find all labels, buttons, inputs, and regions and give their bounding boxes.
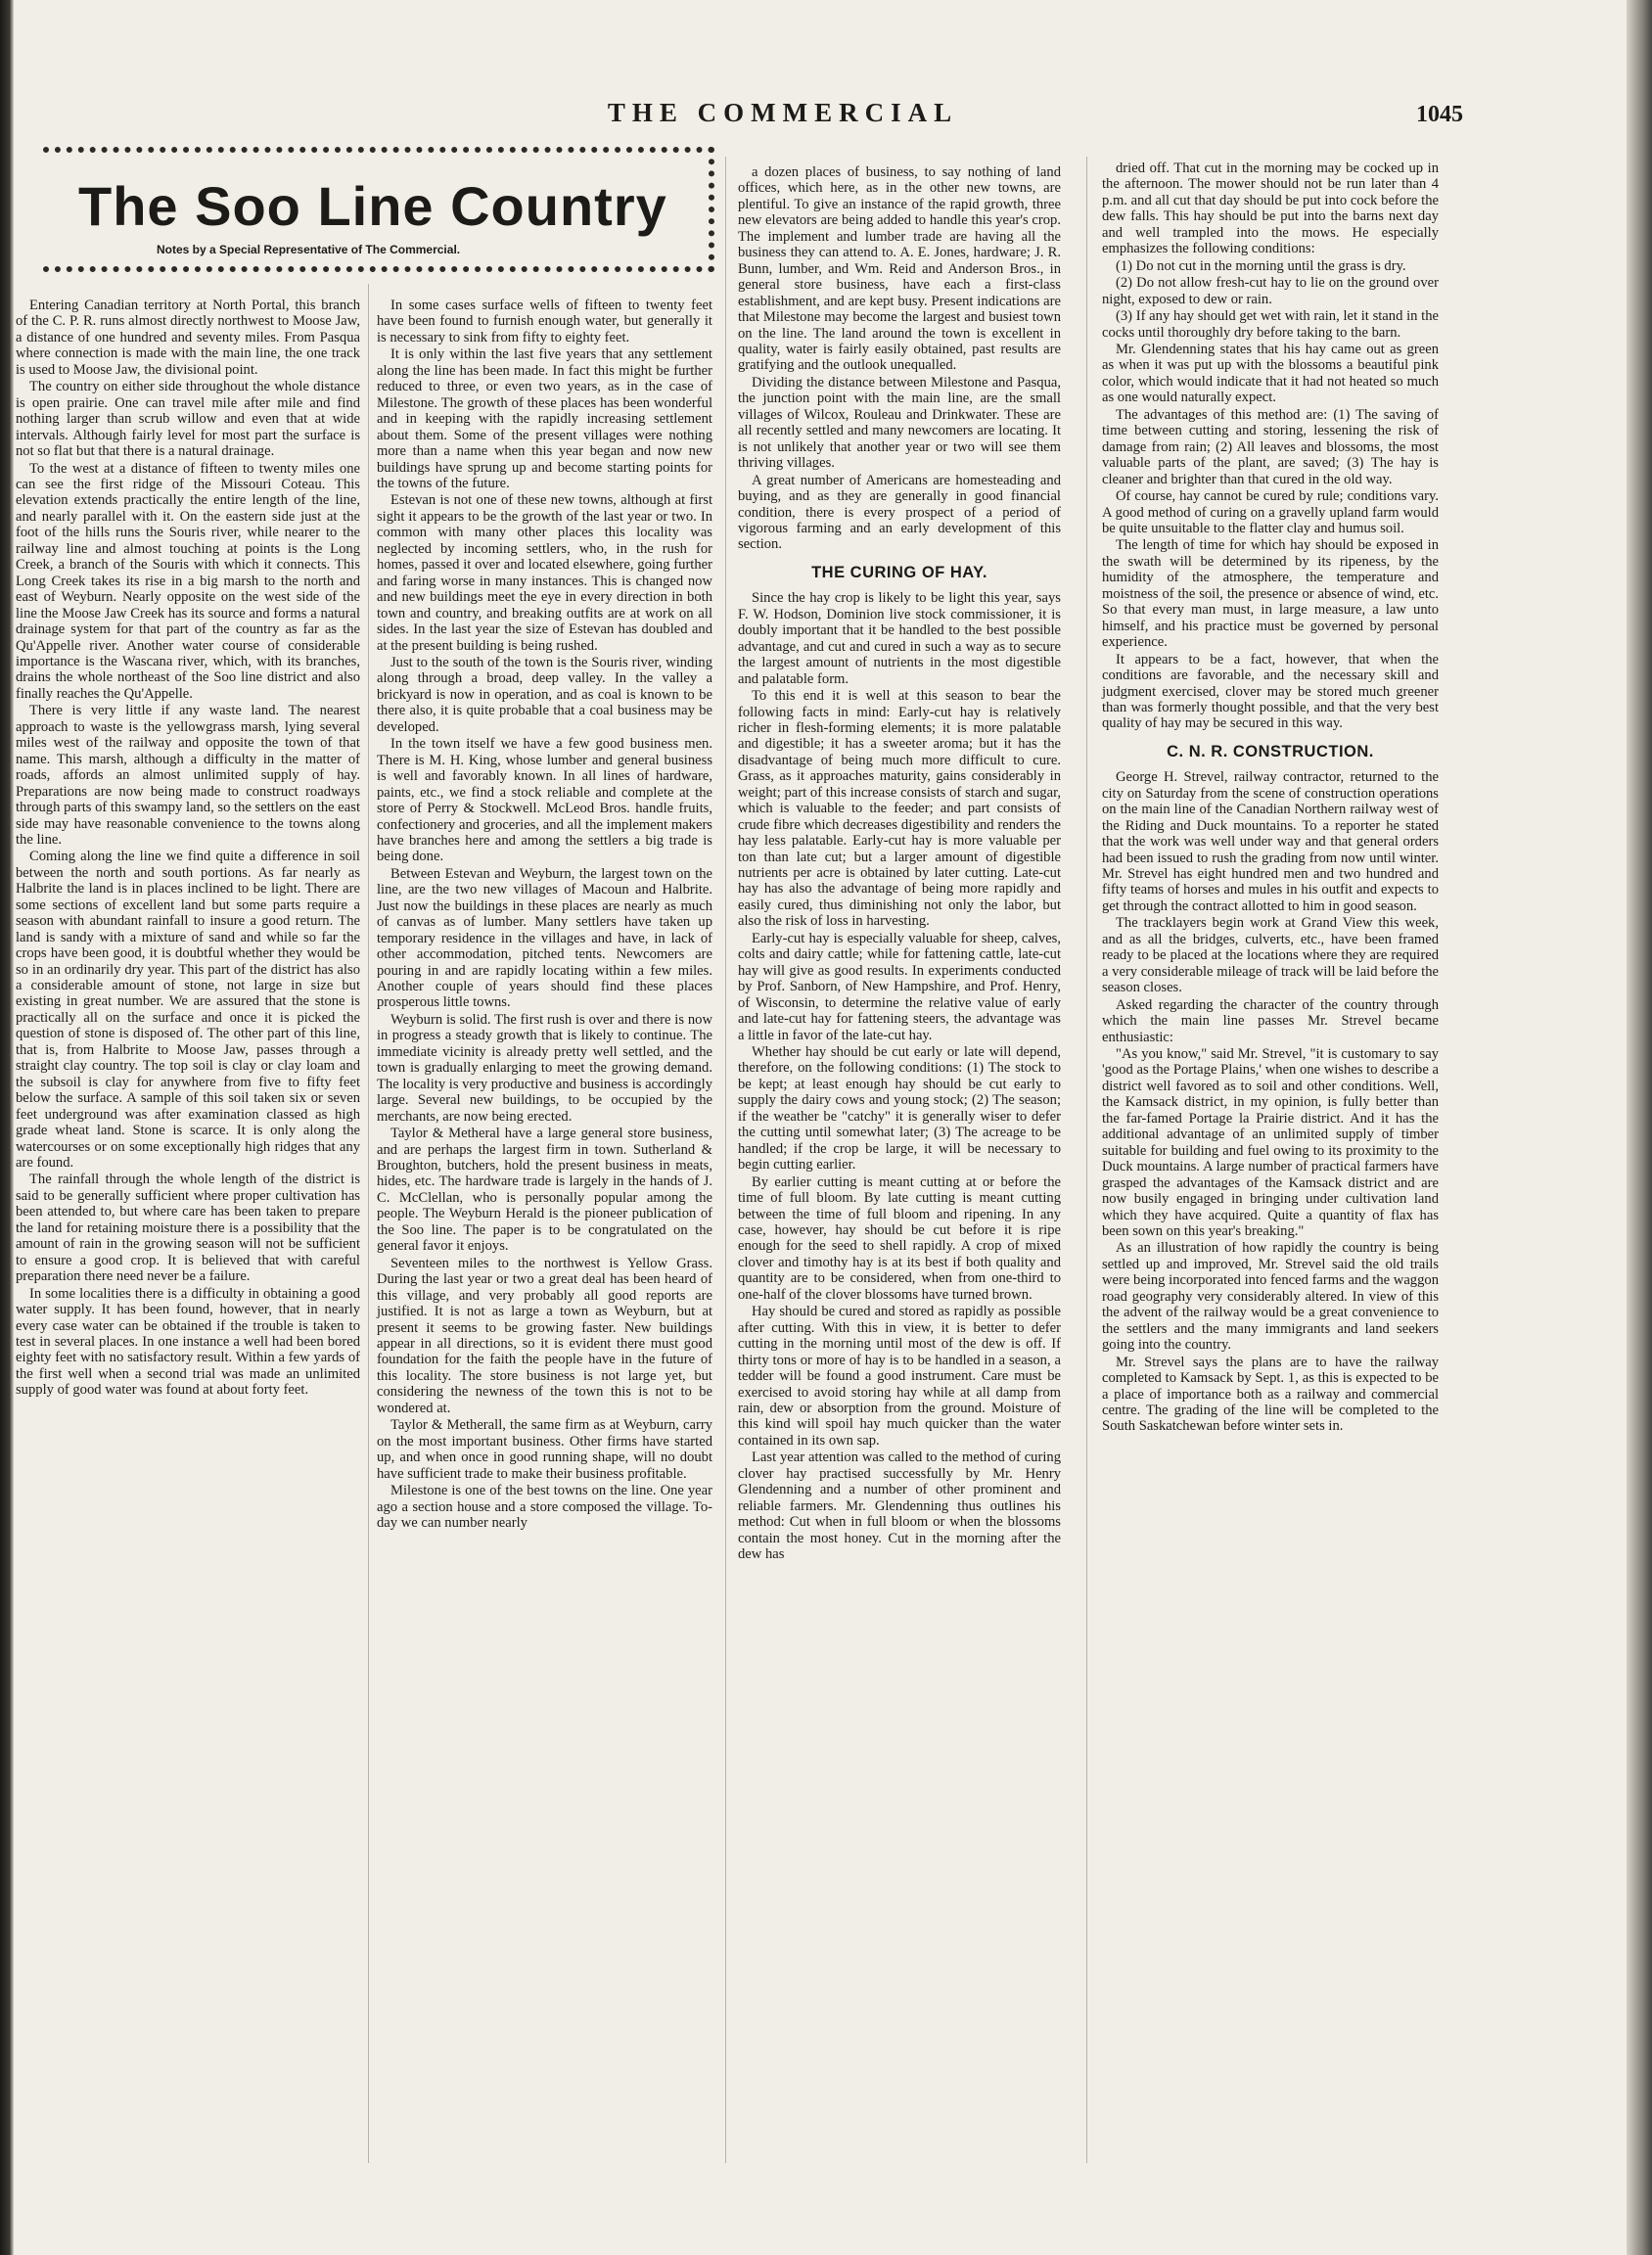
paragraph: Mr. Glendenning states that his hay came out as green as when it was put up with the blossoms a beautiful pink color, which would indicate that it had not heated so much as one would naturally expect. bbox=[1102, 341, 1439, 406]
paragraph: Milestone is one of the best towns on the line. One year ago a section house and a store composed the village. To-day we can number nearly bbox=[377, 1483, 712, 1531]
paragraph: Seventeen miles to the northwest is Yellow Grass. During the last year or two a great deal has been heard of this village, and very probably all good reports are justified. It is not as large a town as Weyburn, but at present it seems to be growing faster. New buildings appear in all directions, so it is evident there must good foundation for the faith the people have in the future of this locality. The store business is not large yet, but considering the newness of the town this is not to be wondered at. bbox=[377, 1255, 712, 1416]
column-rule bbox=[1086, 157, 1087, 2163]
paragraph: As an illustration of how rapidly the country is being settled up and improved, Mr. Strevel said the old trails were being incorporated into fenced farms and the waggon road geography very considerably altered. In view of this the advent of the railway would be a great convenience to the settlers and the many immigrants and land seekers going into the country. bbox=[1102, 1240, 1439, 1354]
paragraph: The tracklayers begin work at Grand View this week, and as all the bridges, culverts, etc., have been framed ready to be placed at the locations where they are required a very considerable mileage of track will be laid before the season closes. bbox=[1102, 915, 1439, 996]
paragraph: There is very little if any waste land. The nearest approach to waste is the yellowgrass marsh, lying several miles west of the railway and opposite the town of that name. This marsh, although a difficulty in the matter of roads, affords an almost unlimited supply of hay. Preparations are now being made to construct roadways through parts of this swampy land, so the settlers on the east side may have reasonable convenience to the towns along the line. bbox=[16, 703, 360, 848]
paragraph: In some cases surface wells of fifteen to twenty feet have been found to furnish enough water, but generally it is necessary to sink from fifty to eighty feet. bbox=[377, 298, 712, 345]
paragraph: (2) Do not allow fresh-cut hay to lie on the ground over night, exposed to dew or rain. bbox=[1102, 275, 1439, 307]
column-3 bbox=[738, 164, 1061, 1564]
article-title: The Soo Line Country bbox=[78, 175, 667, 237]
paragraph: Early-cut hay is especially valuable for sheep, calves, colts and dairy cattle; while for fattening cattle, late-cut hay will give as good results. In experiments conducted by Prof. Sanborn, of New Hampshire, and Prof. Henry, of Wisconsin, to determine the relative value of early and late-cut hay for fattening steers, the advantage was a little in favor of the late-cut hay. bbox=[738, 930, 1061, 1043]
page-stack-edge bbox=[1627, 0, 1652, 2255]
paragraph: Whether hay should be cut early or late will depend, therefore, on the following conditions: (1) The stock to be kept; at least enough hay should be cut early to supply the dairy cows and young stock; (2) The season; if the weather be "catchy" it is generally wiser to defer the cutting until somewhat later; (3) The acreage to be handled; if the crop be large, it will be necessary to begin cutting earlier. bbox=[738, 1044, 1061, 1174]
paragraph: Just to the south of the town is the Souris river, winding along through a broad, deep valley. In the valley a brickyard is now in operation, and as coal is known to be there also, it is quite probable that a coal business may be developed. bbox=[377, 654, 712, 735]
paragraph: Asked regarding the character of the country through which the main line passes Mr. Strevel became enthusiastic: bbox=[1102, 996, 1439, 1045]
article-subtitle: Notes by a Special Representative of The Commercial. bbox=[157, 243, 461, 256]
paragraph: By earlier cutting is meant cutting at or before the time of full bloom. By late cutting is meant cutting between the time of full bloom and ripening. In any case, however, hay should be cut before it is ripe enough for the seed to shell rapidly. A crop of mixed clover and timothy hay is at its best if both quality and quantity are to be considered, when from one-third to one-half of the clover blossoms have turned brown. bbox=[738, 1174, 1061, 1303]
page-binding-edge bbox=[0, 0, 14, 2255]
paragraph: To the west at a distance of fifteen to twenty miles one can see the first ridge of the Missouri Coteau. This elevation extends practically the entire length of the line, and nearly parallel with it. On the eastern side just at the foot of the hills runs the Souris river, while nearer to the railway line and almost touching at points is the Long Creek, a branch of the Souris with which it connects. This Long Creek takes its rise in a big marsh to the north and east of Weyburn. Nearly opposite on the west side of the line the Moose Jaw Creek has its source and forms a natural drainage system for that part of the country as far as the Qu'Appelle river. Another water course of considerable importance is the Wascana river, which, with its branches, drains the whole northeast of the Soo line district and also finally reaches the Qu'Appelle. bbox=[16, 460, 360, 702]
paragraph: The advantages of this method are: (1) The saving of time between cutting and storing, lessening the risk of damage from rain; (2) All leaves and blossoms, the most valuable parts of the plant, are saved; (3) The hay is cleaner and brighter than that cured in the old way. bbox=[1102, 406, 1439, 487]
paragraph: To this end it is well at this season to bear the following facts in mind: Early-cut hay is relatively richer in flesh-forming elements; it is more palatable and digestible; it has a sweeter aroma; but it has the disadvantage of being much more difficult to cure. Grass, as it approaches maturity, gains considerably in weight; part of this increase consists of starch and sugar, which is valuable to the feeder; and part consists of crude fibre which decreases digestibility and renders the hay less palatable. Early-cut hay is more valuable per ton than late cut; but a larger amount of digestible nutrients per acre is obtained by later cutting. Late-cut hay has also the advantage of being more rapidly and easily cured, thus diminishing not only the labor, but also the risk of loss in harvesting. bbox=[738, 688, 1061, 930]
section-heading: THE CURING OF HAY. bbox=[811, 563, 987, 581]
column-2 bbox=[377, 298, 712, 1532]
column-4 bbox=[1102, 161, 1439, 1436]
paragraph: Of course, hay cannot be cured by rule; conditions vary. A good method of curing on a gravelly upland farm would be quite unsuitable to the flatter clay and humus soil. bbox=[1102, 488, 1439, 536]
paragraph: The rainfall through the whole length of the district is said to be generally sufficient where proper cultivation has been attended to, but where care has been taken to prepare the land for retaining moisture there is a possibility that the amount of rain in the growing season will not be sufficient to ensure a good crop. It is believed that with careful preparation there need never be a failure. bbox=[16, 1172, 360, 1285]
paragraph: dried off. That cut in the morning may be cocked up in the afternoon. The mower should not be run later than 4 p.m. and all cut that day should be put into cock before the dew falls. This hay should be put into the barns next day and well trampled into the mows. He especially emphasizes the following conditions: bbox=[1102, 161, 1439, 257]
paragraph: "As you know," said Mr. Strevel, "it is customary to say 'good as the Portage Plains,' when one wishes to describe a district well favored as to soil and other conditions. Well, the Kamsack district, in my opinion, is fully better than the far-famed Portage la Prairie district. And it has the additional advantage of an unlimited supply of timber suitable for building and fuel owing to its proximity to the Duck mountains. A large number of practical farmers have grasped the advantages of the Kamsack district and are now busily engaged in bringing under cultivation land which they have acquired. Quite a quantity of flax has been sown on this year's breaking." bbox=[1102, 1046, 1439, 1239]
paragraph: George H. Strevel, railway contractor, returned to the city on Saturday from the scene of construction operations on the main line of the Canadian Northern railway west of the Riding and Duck mountains. To a reporter he stated that the work was well under way and that general orders had been issued to rush the grading from now until winter. Mr. Strevel has eight hundred men and two hundred and fifty teams of horses and mules in his outfit and expects to get through the contract allotted to him in good season. bbox=[1102, 769, 1439, 914]
paragraph: In some localities there is a difficulty in obtaining a good water supply. It has been found, however, that in nearly every case water can be obtained if the trouble is taken to test in several places. In one instance a well had been bored eighty feet with no satisfactory result. Within a few yards of the first well when a second trial was made an unlimited supply of good water was found at about forty feet. bbox=[16, 1285, 360, 1399]
paragraph: Since the hay crop is likely to be light this year, says F. W. Hodson, Dominion live stock commissioner, it is doubly important that it be handled to the best possible advantage, and cut and cured in such a way as to secure the largest amount of nutrients in the most digestible and palatable form. bbox=[738, 590, 1061, 687]
paragraph: In the town itself we have a few good business men. There is M. H. King, whose lumber and general business is well and favorably known. In all lines of hardware, paints, etc., we find a stock reliable and complete at the store of Perry & Stockwell. McLeod Bros. handle fruits, confectionery and groceries, and all the implement makers have branches here and among the settlers a big trade is being done. bbox=[377, 736, 712, 865]
paragraph: Weyburn is solid. The first rush is over and there is now in progress a steady growth that is likely to continue. The immediate vicinity is already pretty well settled, and the town is gradually enlarging to meet the growing demand. The locality is very productive and business is accordingly large. Several new buildings, to be occupied by the merchants, are now being erected. bbox=[377, 1011, 712, 1125]
paragraph: The length of time for which hay should be exposed in the swath will be determined by its ripeness, by the humidity of the atmosphere, the temperature and moistness of the soil, the presence or absence of wind, etc. So that every man must, in large measure, a law unto himself, and his practice must be governed by personal experience. bbox=[1102, 537, 1439, 651]
paragraph: a dozen places of business, to say nothing of land offices, which here, as in the other new towns, are plentiful. To give an instance of the rapid growth, three new elevators are being added to handle this year's crop. The implement and lumber trade are having all the business they can attend to. A. E. Jones, hardware; J. R. Bunn, lumber, and Wm. Reid and Anderson Bros., in general store business, have each a first-class establishment, and are kept busy. Present indications are that Milestone may become the largest and busiest town on the line. The land around the town is excellent in quality, water is fairly easily obtained, past results are gratifying and the outlook unequalled. bbox=[738, 164, 1061, 374]
paragraph: Taylor & Metherall, the same firm as at Weyburn, carry on the most important business. Other firms have started up, and when once in good running shape, will no doubt have sufficient trade to make their business profitable. bbox=[377, 1417, 712, 1482]
paragraph: Dividing the distance between Milestone and Pasqua, the junction point with the main line, are the small villages of Wilcox, Rouleau and Drinkwater. These are all recently settled and many newcomers are locating. It is not unlikely that another year or two will see them thriving villages. bbox=[738, 374, 1061, 472]
column-rule bbox=[368, 284, 369, 2163]
column-rule bbox=[725, 157, 726, 2163]
paragraph: (3) If any hay should get wet with rain, let it stand in the cocks until thoroughly dry before taking to the barn. bbox=[1102, 308, 1439, 341]
paragraph: Coming along the line we find quite a difference in soil between the north and south portions. As far nearly as Halbrite the land is in places inclined to be light. There are some sections of excellent land but some parts require a season with abundant rainfall to insure a good return. The land is sandy with a mixture of sand and while so far the crops have been good, it is doubtful whether they would be so in an ordinarily dry year. This part of the district has also a considerable amount of stone, not large in size but existing in great number. We are assured that the stone is practically all on the surface and once it is picked the question of stone is disposed of. The other part of this line, that is, from Halbrite to Moose Jaw, passes through a straight clay country. The top soil is clay or clay loam and the subsoil is clay for anywhere from five to fifty feet below the surface. A sample of this soil taken six or seven feet underground was after examination classed as high grade wheat land. Stone is scarce. It is only along the watercourses or on some exceptionally high ridges that any are found. bbox=[16, 849, 360, 1172]
paragraph: Entering Canadian territory at North Portal, this branch of the C. P. R. runs almost directly northwest to Moose Jaw, a distance of one hundred and seventy miles. From Pasqua where connection is made with the main line, the one track is used to Moose Jaw, the divisional point. bbox=[16, 298, 360, 378]
section-heading: C. N. R. CONSTRUCTION. bbox=[1167, 742, 1374, 760]
paragraph: The country on either side throughout the whole distance is open prairie. One can travel mile after mile and find nothing larger than scrub willow and even that at wide intervals. Although fairly level for most part the surface is not so flat but that there is a natural drainage. bbox=[16, 379, 360, 460]
paragraph: It is only within the last five years that any settlement along the line has been made. In fact this might be further reduced to three, or even two years, as in the case of Milestone. The growth of these places has been wonderful and in keeping with the rapidly increasing settlement about them. Some of the present villages were nothing more than a name when this year began and now new buildings have sprung up and become starting points for the towns of the future. bbox=[377, 346, 712, 491]
paragraph: Hay should be cured and stored as rapidly as possible after cutting. With this in view, it is better to defer cutting in the morning until most of the dew is off. If thirty tons or more of hay is to be handled in a season, a tedder will be found a good instrument. Care must be exercised to avoid storing hay while at all damp from rain, dew or absorption from the ground. Moisture of this kind will spoil hay much quicker than the water contained in its own sap. bbox=[738, 1304, 1061, 1449]
paragraph: Between Estevan and Weyburn, the largest town on the line, are the two new villages of Macoun and Halbrite. Just now the buildings in these places are nearly as much of canvas as of lumber. Many settlers have taken up temporary residence in the villages and have, in lack of other accommodation, pitched tents. Newcomers are pouring in and are rapidly locating within a few miles. Another couple of years should find these places prosperous little towns. bbox=[377, 865, 712, 1011]
page-number: 1045 bbox=[1416, 102, 1463, 127]
running-head: THE COMMERCIAL bbox=[607, 98, 959, 127]
column-1 bbox=[16, 298, 360, 1400]
paragraph: It appears to be a fact, however, that when the conditions are favorable, and the necessary skill and judgment exercised, clover may be stored much greener than was formerly thought possible, and that the very best quality of hay may be secured in this way. bbox=[1102, 651, 1439, 732]
paragraph: Taylor & Metheral have a large general store business, and are perhaps the largest firm in town. Sutherland & Broughton, butchers, hold the present business in meats, hides, etc. The hardware trade is largely in the hands of J. C. McClellan, who is personally popular among the people. The Weyburn Herald is the pioneer publication of the Soo line. The paper is to be congratulated on the general favor it enjoys. bbox=[377, 1126, 712, 1255]
paragraph: A great number of Americans are homesteading and buying, and as they are generally in good financial condition, there is every prospect of a period of vigorous farming and an early development of this section. bbox=[738, 472, 1061, 553]
paragraph: Estevan is not one of these new towns, although at first sight it appears to be the growth of the last year or two. In common with many other places this locality was neglected by incoming settlers, who, in the rush for homes, passed it over and located elsewhere, going further and faring worse in many instances. This is changed now and new buildings meet the eye in every direction in both town and country, and breaking outfits are at work on all sides. In the last year the size of Estevan has doubled and at the present building is being rushed. bbox=[377, 492, 712, 654]
paragraph: Mr. Strevel says the plans are to have the railway completed to Kamsack by Sept. 1, as this is expected to be a place of importance both as a railway and commercial centre. The grading of the line will be completed to the South Saskatchewan before winter sets in. bbox=[1102, 1354, 1439, 1435]
paragraph: (1) Do not cut in the morning until the grass is dry. bbox=[1116, 257, 1406, 274]
paragraph: Last year attention was called to the method of curing clover hay practised successfully by Mr. Henry Glendenning and a number of other prominent and reliable farmers. Mr. Glendenning thus outlines his method: Cut when in full bloom or when the blossoms contain the most honey. Cut in the morning after the dew has bbox=[738, 1450, 1061, 1563]
